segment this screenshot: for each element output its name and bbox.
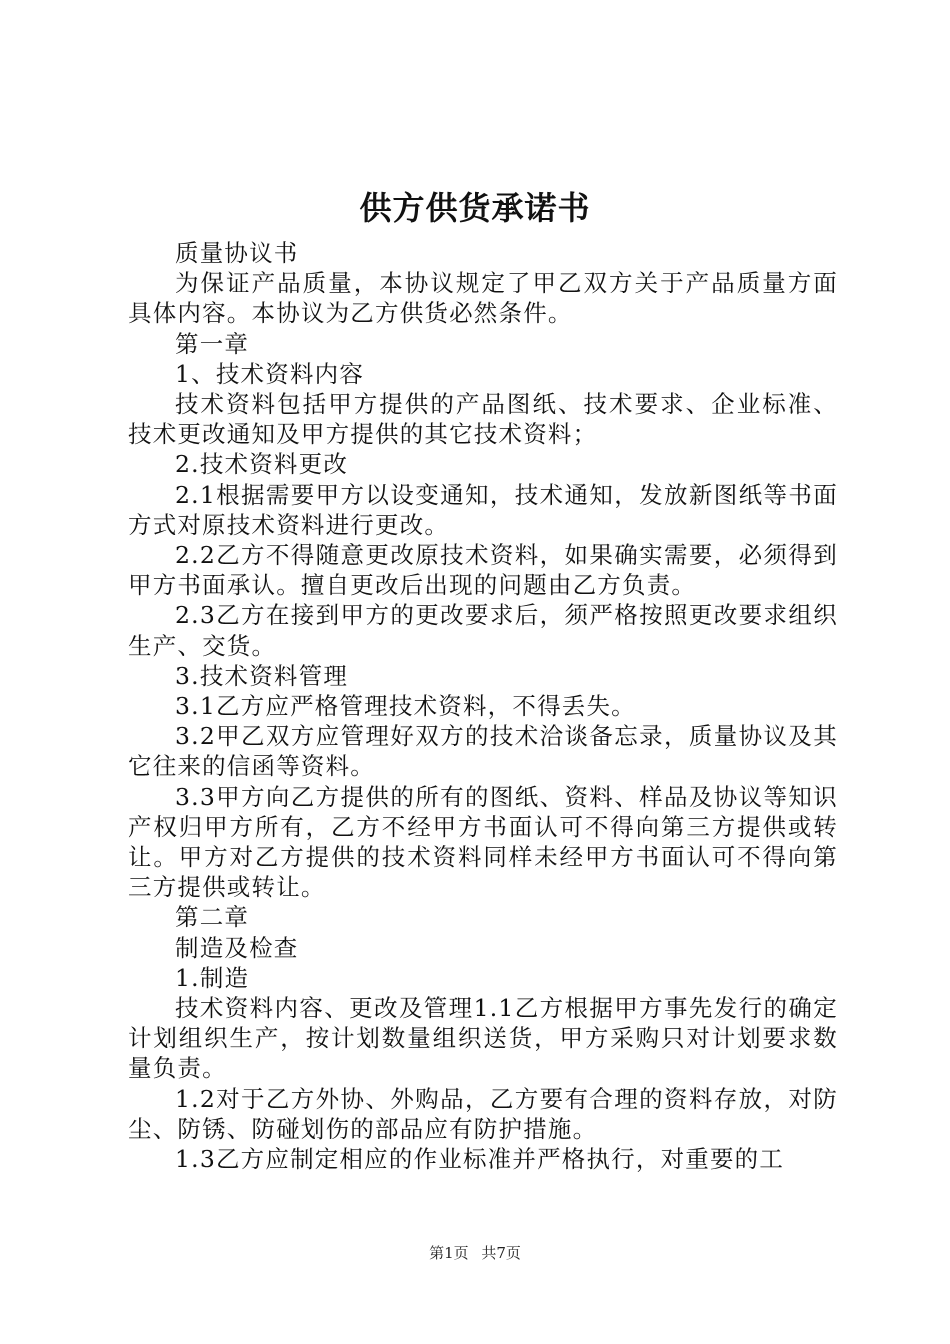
clause-3-2: 3.2甲乙双方应管理好双方的技术洽谈备忘录，质量协议及其它往来的信函等资料。 (128, 722, 838, 781)
chapter-two-subtitle: 制造及检查 (175, 933, 299, 962)
chapter-one-heading: 第一章 (175, 329, 250, 358)
total-pages: 共7页 (481, 1244, 521, 1262)
section-3-heading: 3.技术资料管理 (175, 661, 349, 690)
section-1-heading: 1、技术资料内容 (175, 359, 365, 388)
document-body (128, 238, 838, 1174)
clause-1-2: 1.2对于乙方外协、外购品，乙方要有合理的资料存放，对防尘、防锈、防碰划伤的部品应有防护措施。 (128, 1084, 838, 1143)
page-number: 第1页 (429, 1244, 469, 1262)
clause-2-2: 2.2乙方不得随意更改原技术资料，如果确实需要，必须得到甲方书面承认。擅自更改后出现的问题由乙方负责。 (128, 541, 838, 600)
paragraph-agreement-title: 质量协议书 (175, 239, 299, 267)
clause-2-1: 2.1根据需要甲方以设变通知，技术通知，发放新图纸等书面方式对原技术资料进行更改。 (128, 480, 838, 539)
paragraph-intro: 为保证产品质量，本协议规定了甲乙双方关于产品质量方面具体内容。本协议为乙方供货必然条件。 (128, 269, 838, 328)
clause-3-1: 3.1乙方应严格管理技术资料，不得丢失。 (175, 692, 636, 721)
section-2-heading: 2.技术资料更改 (175, 450, 349, 479)
chapter-two-heading: 第二章 (175, 903, 250, 932)
manufacturing-heading: 1.制造 (175, 963, 250, 992)
clause-1-3: 1.3乙方应制定相应的作业标准并严格执行，对重要的工 (175, 1145, 785, 1174)
section-1-text: 技术资料包括甲方提供的产品图纸、技术要求、企业标准、技术更改通知及甲方提供的其它技术资料； (128, 390, 838, 449)
page-footer (0, 1242, 950, 1264)
clause-1-1: 技术资料内容、更改及管理1.1乙方根据甲方事先发行的确定计划组织生产，按计划数量组织送货，甲方采购只对计划要求数量负责。 (128, 994, 838, 1083)
document-title: 供方供货承诺书 (359, 189, 591, 227)
clause-2-3: 2.3乙方在接到甲方的更改要求后，须严格按照更改要求组织生产、交货。 (128, 601, 838, 660)
clause-3-3: 3.3甲方向乙方提供的所有的图纸、资料、样品及协议等知识产权归甲方所有，乙方不经甲方书面认可不得向第三方提供或转让。甲方对乙方提供的技术资料同样未经甲方书面认可不得向第三方提供或转让。 (128, 782, 838, 902)
